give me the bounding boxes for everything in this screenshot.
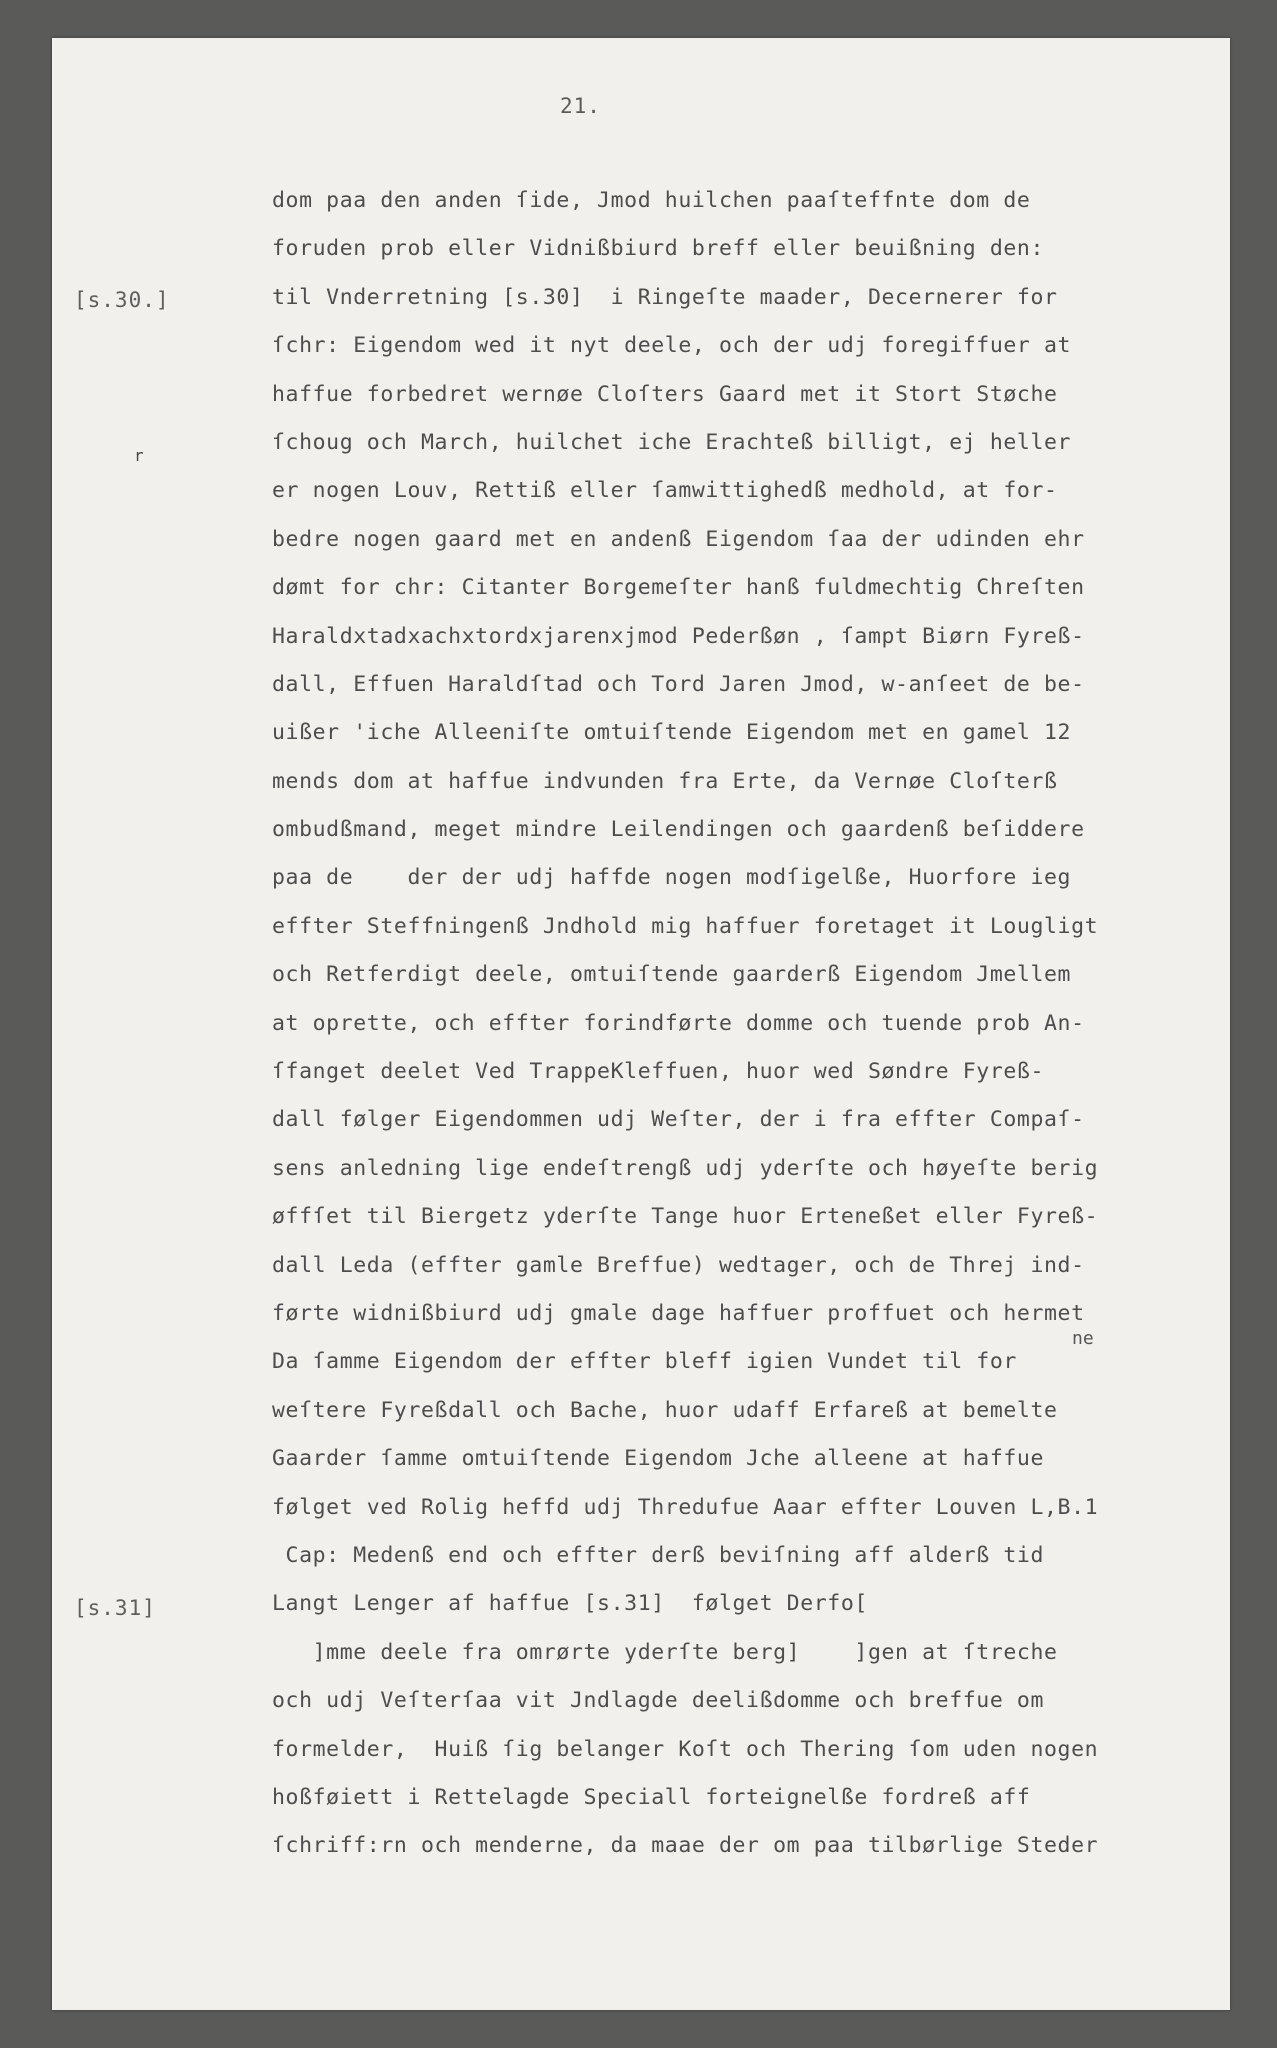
text-line: hoßføiett i Rettelagde Speciall forteignelße fordreß aff [272, 1784, 1031, 1810]
text-line: weſtere Fyreßdall och Bache, huor udaff Erfareß at bemelte [272, 1397, 1058, 1423]
text-line: følget ved Rolig heffd udj Thredufue Aaar effter Louven L,B.1 [272, 1494, 1099, 1520]
text-line: ſchoug och March, huilchet iche Erachteß billigt, ej heller [272, 429, 1072, 455]
text-line: Cap: Medenß end och effter derß beviſning aff alderß tid [272, 1542, 1045, 1568]
text-line-with-strikeout: Haraldxtadxachxtordxjarenxjmod Pederßøn , ſampt Biørn Fyreß- [272, 623, 1085, 649]
stray-ink-mark: r [134, 446, 144, 465]
text-line: at oprette, och effter forindførte domme och tuende prob An- [272, 1010, 1085, 1036]
margin-note-s30: [s.30.] [74, 288, 170, 312]
text-line: ombudßmand, meget mindre Leilendingen och gaardenß beſiddere [272, 817, 1085, 843]
text-line: och Retferdigt deele, omtuiſtende gaarderß Eigendom Jmellem [272, 962, 1072, 988]
text-line: er nogen Louv, Rettiß eller ſamwittighedß medhold, at for- [272, 478, 1058, 504]
text-line: Gaarder ſamme omtuiſtende Eigendom Jche alleene at haffue [272, 1446, 1045, 1472]
text-line: dall Leda (effter gamle Breffue) wedtager, och de Threj ind- [272, 1252, 1085, 1278]
text-line: formelder, Huiß ſig belanger Koſt och Thering ſom uden nogen [272, 1736, 1099, 1762]
text-line: foruden prob eller Vidnißbiurd breff eller beuißning den: [272, 236, 1045, 262]
text-line: dømt for chr: Citanter Borgemeſter hanß fuldmechtig Chreſten [272, 575, 1085, 601]
text-line: ſchriff:rn och menderne, da maae der om paa tilbørlige Steder [272, 1833, 1099, 1859]
text-line: uißer 'iche Alleeniſte omtuiſtende Eigendom met en gamel 12 [272, 720, 1072, 746]
text-line: haffue forbedret wernøe Cloſters Gaard met it Stort Støche [272, 381, 1058, 407]
text-line: dall følger Eigendommen udj Weſter, der i fra effter Compaſ- [272, 1107, 1085, 1133]
text-line: Da ſamme Eigendom der effter bleff igien Vundet til for [272, 1349, 1017, 1375]
page-number: 21. [560, 94, 601, 118]
text-line: och udj Veſterſaa vit Jndlagde deelißdomme och breffue om [272, 1688, 1045, 1714]
text-line: ]mme deele fra omrørte yderſte berg] ]gen at ſtreche [272, 1639, 1058, 1665]
text-line: paa de der der udj haffde nogen modſigelße, Huorfore ieg [272, 865, 1072, 891]
interlinear-insertion: ne [1072, 1328, 1094, 1349]
text-line: effter Steffningenß Jndhold mig haffuer foretaget it Lougligt [272, 913, 1099, 939]
text-line: dall, Effuen Haraldſtad och Tord Jaren Jmod, w-anſeet de be- [272, 671, 1085, 697]
text-line: ſchr: Eigendom wed it nyt deele, och der udj foregiffuer at [272, 333, 1072, 359]
text-line: ſfanget deelet Ved TrappeKleffuen, huor wed Søndre Fyreß- [272, 1059, 1045, 1085]
text-line: mends dom at haffue indvunden fra Erte, da Vernøe Cloſterß [272, 768, 1058, 794]
text-line: Langt Lenger af haffue [s.31] følget Derfo[ [272, 1591, 868, 1617]
text-line: førte widnißbiurd udj gmale dage haffuer proffuet och hermet [272, 1300, 1085, 1326]
text-line: bedre nogen gaard met en andenß Eigendom ſaa der udinden ehr [272, 526, 1085, 552]
text-line: sens anledning lige endeſtrengß udj yderſte och høyeſte berig [272, 1155, 1099, 1181]
margin-note-s31: [s.31] [74, 1596, 156, 1620]
text-line: dom paa den anden ſide, Jmod huilchen paaſteffnte dom de [272, 188, 1031, 213]
text-line: øffſet til Biergetz yderſte Tange huor Erteneßet eller Fyreß- [272, 1204, 1099, 1230]
text-line: til Vnderretning [s.30] i Ringeſte maader, Decernerer for [272, 284, 1058, 310]
typed-text-body [272, 186, 1192, 1880]
